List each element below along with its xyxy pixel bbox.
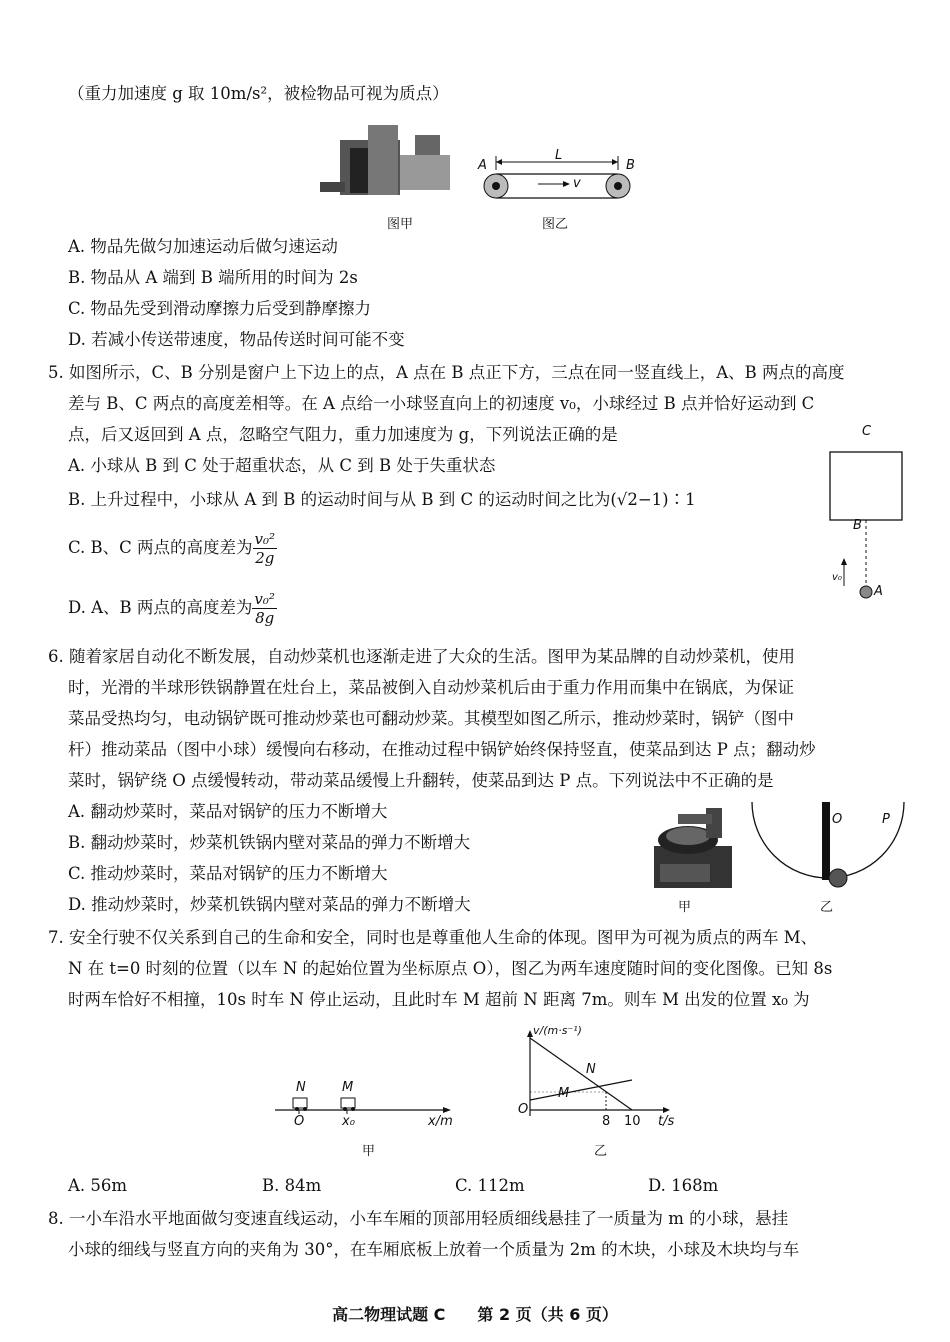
figure-5-label-a: A bbox=[874, 584, 883, 599]
q7-stem-line-2: N 在 t=0 时刻的位置（以车 N 的起始位置为坐标原点 O），图乙为两车速度随时间的变化图像。已知 8s bbox=[68, 959, 833, 978]
q5-option-b: B. 上升过程中，小球从 A 到 B 的运动时间与从 B 到 C 的运动时间之比为(√2−1)∶1 bbox=[68, 490, 696, 509]
figure-5-label-b: B bbox=[853, 518, 862, 533]
q8-stem-line-2: 小球的细线与竖直方向的夹角为 30°，在车厢底板上放着一个质量为 2m 的木块，小球及木块均与车 bbox=[68, 1240, 800, 1259]
figure-7-caption-b: 乙 bbox=[594, 1144, 608, 1159]
figure-5-label-v0: v₀ bbox=[832, 572, 842, 583]
q6-option-a: A. 翻动炒菜时，菜品对锅铲的压力不断增大 bbox=[68, 802, 388, 821]
q6-stem-line-3: 菜品受热均匀，电动锅铲既可推动炒菜也可翻动炒菜。其模型如图乙所示，推动炒菜时，锅铲（图中 bbox=[68, 709, 794, 728]
series-m-line bbox=[530, 1080, 632, 1100]
figure-7-label-series-m: M bbox=[558, 1086, 570, 1101]
q5-stem-line-3: 点，后又返回到 A 点，忽略空气阻力，重力加速度为 g，下列说法正确的是 bbox=[68, 425, 618, 444]
figure-4-label-a: A bbox=[478, 158, 487, 173]
q6-stem-line-5: 菜时，锅铲绕 O 点缓慢转动，带动菜品缓慢上升翻转，使菜品到达 P 点。下列说法中不正确的是 bbox=[68, 771, 774, 790]
q6-option-c: C. 推动炒菜时，菜品对锅铲的压力不断增大 bbox=[68, 864, 388, 883]
figure-5-label-c: C bbox=[862, 424, 872, 439]
q4-option-a: A. 物品先做匀加速运动后做匀速运动 bbox=[68, 237, 338, 256]
q4-option-c: C. 物品先受到滑动摩擦力后受到静摩擦力 bbox=[68, 299, 372, 318]
figure-7-label-m: M bbox=[342, 1080, 354, 1095]
q4-option-b: B. 物品从 A 端到 B 端所用的时间为 2s bbox=[68, 268, 358, 287]
q5-option-c-fraction bbox=[253, 530, 278, 567]
figure-7-label-series-n: N bbox=[586, 1062, 596, 1077]
q5-option-d-denominator: 8g bbox=[255, 609, 275, 627]
figure-4-scanner bbox=[320, 120, 470, 200]
q6-option-d: D. 推动炒菜时，炒菜机铁锅内壁对菜品的弹力不断增大 bbox=[68, 895, 471, 914]
q5-option-c bbox=[68, 530, 277, 567]
figure-7-tick-8: 8 bbox=[602, 1114, 611, 1129]
q5-option-a: A. 小球从 B 到 C 处于超重状态，从 C 到 B 处于失重状态 bbox=[68, 456, 496, 475]
figure-6-label-o: O bbox=[832, 812, 843, 827]
q7-option-a: A. 56m bbox=[68, 1176, 128, 1195]
q6-option-b: B. 翻动炒菜时，炒菜机铁锅内壁对菜品的弹力不断增大 bbox=[68, 833, 471, 852]
intro-note: （重力加速度 g 取 10m/s²，被检物品可视为质点） bbox=[68, 84, 449, 103]
q7-stem-line-3: 时两车恰好不相撞，10s 时车 N 停止运动，且此时车 M 超前 N 距离 7m。则车 M 出发的位置 x₀ 为 bbox=[68, 990, 810, 1009]
q8-stem-line-1: 8. 一小车沿水平地面做匀变速直线运动，小车车厢的顶部用轻质细线悬挂了一质量为 m 的小球，悬挂 bbox=[48, 1209, 789, 1228]
q5-option-d-text: D. A、B 两点的高度差为 bbox=[68, 598, 253, 617]
q7-stem-line-1: 7. 安全行驶不仅关系到自己的生命和安全，同时也是尊重他人生命的体现。图甲为可视为质点的两车 M、 bbox=[48, 928, 818, 947]
q5-option-d-numerator: v₀² bbox=[254, 590, 275, 608]
q6-stem-line-1: 6. 随着家居自动化不断发展，自动炒菜机也逐渐走进了大众的生活。图甲为某品牌的自动炒菜机，使用 bbox=[48, 647, 795, 666]
q4-option-d: D. 若减小传送带速度，物品传送时间可能不变 bbox=[68, 330, 405, 349]
figure-7-label-x0: x₀ bbox=[342, 1114, 355, 1129]
figure-7-label-origin: O bbox=[518, 1102, 529, 1117]
figure-4-label-l: L bbox=[555, 148, 563, 163]
q7-option-d: D. 168m bbox=[648, 1176, 719, 1195]
figure-7-label-n: N bbox=[296, 1080, 306, 1095]
q5-option-c-text: C. B、C 两点的高度差为 bbox=[68, 538, 253, 557]
figure-4-caption-a: 图甲 bbox=[387, 217, 414, 232]
q6-stem-line-2: 时，光滑的半球形铁锅静置在灶台上，菜品被倒入自动炒菜机后由于重力作用而集中在锅底，为保证 bbox=[68, 678, 794, 697]
q7-option-c: C. 112m bbox=[455, 1176, 525, 1195]
figure-6-caption-a: 甲 bbox=[678, 900, 692, 915]
figure-6-cooker-photo bbox=[648, 806, 738, 892]
q5-stem-line-1: 5. 如图所示，C、B 分别是窗户上下边上的点，A 点在 B 点正下方，三点在同一竖直线上，A、B 两点的高度 bbox=[48, 363, 845, 382]
page-footer: 高二物理试题 C 第 2 页（共 6 页） bbox=[332, 1305, 618, 1324]
q5-option-d-fraction bbox=[252, 590, 277, 627]
figure-7-label-yaxis: v/(m·s⁻¹) bbox=[533, 1024, 582, 1037]
q5-option-d bbox=[68, 590, 277, 627]
figure-6-caption-b: 乙 bbox=[820, 900, 834, 915]
figure-7-label-o: O bbox=[294, 1114, 305, 1129]
figure-7-label-taxis: t/s bbox=[658, 1114, 675, 1129]
figure-4-caption-b: 图乙 bbox=[542, 217, 569, 232]
q5-option-c-numerator: v₀² bbox=[254, 530, 276, 548]
figure-7-caption-a: 甲 bbox=[362, 1144, 376, 1159]
q7-option-b: B. 84m bbox=[262, 1176, 322, 1195]
series-n-line bbox=[530, 1038, 632, 1110]
figure-7-tick-10: 10 bbox=[624, 1114, 641, 1129]
q5-option-c-denominator: 2g bbox=[255, 549, 275, 567]
figure-4-label-v: v bbox=[573, 176, 581, 191]
figure-7-label-xaxis: x/m bbox=[428, 1114, 453, 1129]
q6-stem-line-4: 杆）推动菜品（图中小球）缓慢向右移动，在推动过程中锅铲始终保持竖直，使菜品到达 P 点；翻动炒 bbox=[68, 740, 816, 759]
figure-6-label-p: P bbox=[882, 812, 890, 827]
q5-stem-line-2: 差与 B、C 两点的高度差相等。在 A 点给一小球竖直向上的初速度 v₀，小球经过 B 点并恰好运动到 C bbox=[68, 394, 815, 413]
figure-4-label-b: B bbox=[626, 158, 635, 173]
